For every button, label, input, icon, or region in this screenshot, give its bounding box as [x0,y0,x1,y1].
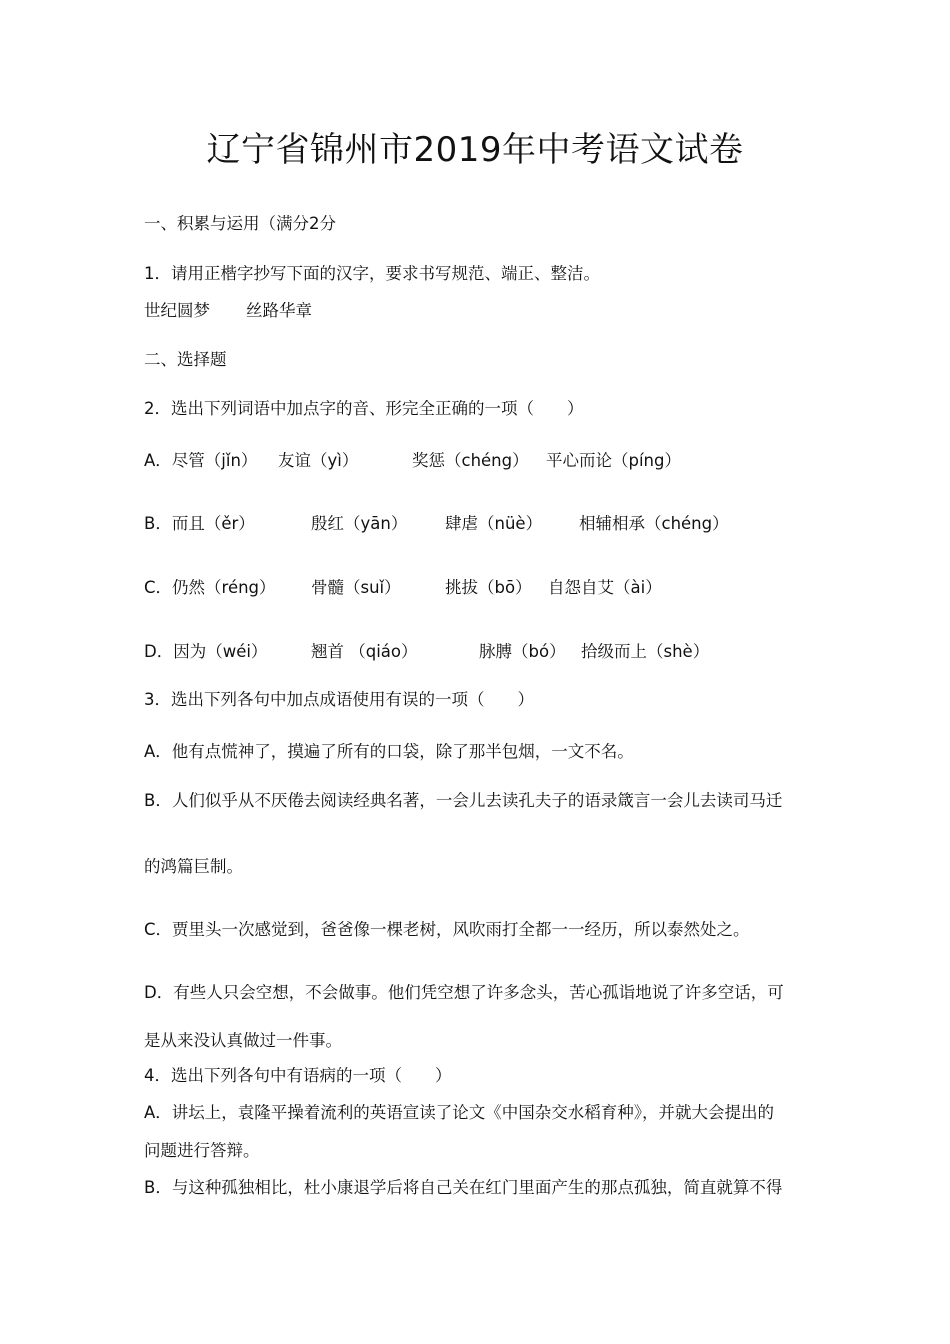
question-3-text: 3．选出下列各句中加点成语使用有误的一项（ ） [144,690,534,709]
q1-word-2: 丝路华章 [246,301,312,320]
q3-option-d-line-2: 是从来没认真做过一件事。 [144,1031,342,1050]
q3-option-c: C．贾里头一次感觉到，爸爸像一棵老树，风吹雨打全都一一经历，所以泰然处之。 [144,920,750,939]
question-1-text: 1．请用正楷字抄写下面的汉字，要求书写规范、端正、整洁。 [144,264,600,283]
q2-option-c-item-1: 骨髓（suǐ） [311,578,401,597]
q4-option-b-line-1: B．与这种孤独相比，杜小康退学后将自己关在红门里面产生的那点孤独，简直就算不得 [144,1178,783,1197]
q2-option-d-item-1: 翘首 （qiáo） [311,642,418,661]
q2-option-b-item-2: 肆虐（nüè） [445,514,543,533]
question-2-text: 2．选出下列词语中加点字的音、形完全正确的一项（ ） [144,399,584,418]
q2-option-d-item-2: 脉膊（bó） [479,642,566,661]
q2-option-a-item-3: 平心而论（píng） [546,451,681,470]
q2-option-b-label: B．而且（ěr） [144,514,255,533]
q2-option-a-label: A．尽管（jǐn） [144,451,258,470]
q4-option-a-line-1: A．讲坛上，袁隆平操着流利的英语宣读了论文《中国杂交水稻育种》，并就大会提出的 [144,1103,775,1122]
q2-option-c-label: C．仍然（réng） [144,578,276,597]
section-1-heading: 一、积累与运用（满分2分 [144,214,336,233]
q2-option-d-item-3: 拾级而上（shè） [581,642,710,661]
question-4-text: 4．选出下列各句中有语病的一项（ ） [144,1066,452,1085]
q3-option-b-line-2: 的鸿篇巨制。 [144,857,243,876]
q3-option-d-line-1: D．有些人只会空想，不会做事。他们凭空想了许多念头，苦心孤诣地说了许多空话，可 [144,983,784,1002]
q2-option-b-item-3: 相辅相承（chéng） [579,514,729,533]
q2-option-a-item-1: 友谊（yì） [278,451,359,470]
q2-option-c-item-3: 自怨自艾（ài） [548,578,662,597]
q3-option-b-line-1: B．人们似乎从不厌倦去阅读经典名著，一会儿去读孔夫子的语录箴言一会儿去读司马迁 [144,791,783,810]
q2-option-d-label: D．因为（wéi） [144,642,268,661]
q2-option-b-item-1: 殷红（yān） [311,514,408,533]
section-2-heading: 二、选择题 [144,350,227,369]
q1-word-1: 世纪圆梦 [144,301,210,320]
q2-option-a-item-2: 奖惩（chéng） [412,451,529,470]
q2-option-c-item-2: 挑拔（bō） [445,578,532,597]
q4-option-a-line-2: 问题进行答辩。 [144,1141,260,1160]
page-title: 辽宁省锦州市2019年中考语文试卷 [206,130,744,170]
q3-option-a: A．他有点慌神了，摸遍了所有的口袋，除了那半包烟，一文不名。 [144,742,634,761]
